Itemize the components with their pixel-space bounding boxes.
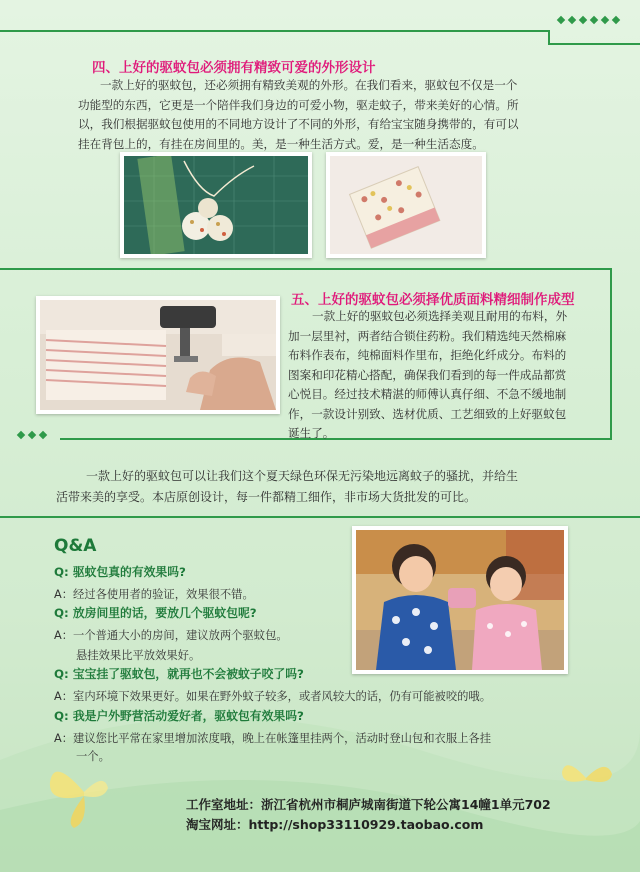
toddlers-illustration xyxy=(356,530,564,670)
section5-line: 布料作表布，纯棉面料作里布，拒绝化纤成分。布料的 xyxy=(288,348,567,362)
section4-heading: 四、上好的驱蚊包必须拥有精致可爱的外形设计 xyxy=(92,60,376,76)
shop-url[interactable]: 淘宝网址：http://shop33110929.taobao.com xyxy=(186,817,484,832)
section5-line: 一款上好的驱蚊包必须选择美观且耐用的布料，外 xyxy=(312,309,568,323)
section4-line: 功能型的东西，它更是一个陪伴我们身边的可爱小物，驱走蚊子，带来美好的心情。所 xyxy=(78,97,519,112)
qa-question: Q: 我是户外野营活动爱好者，驱蚊包有效果吗? xyxy=(54,709,304,723)
summary-line: 活带来美的享受。本店原创设计，每一件都精工细作，非市场大货批发的可比。 xyxy=(56,490,477,504)
section4-line: 以，我们根据驱蚊包使用的不同地方设计了不同的外形，有给宝宝随身携带的，有可以 xyxy=(78,117,519,131)
qa-answer: A：建议您比平常在家里增加浓度哦，晚上在帐篷里挂两个，活动时登山包和衣服上各挂 xyxy=(54,732,492,745)
section5-line: 加一层里衬，两者结合锁住药粉。我们精选纯天然棉麻 xyxy=(288,328,567,343)
butterfly-icon xyxy=(44,752,124,832)
qa-answer: 悬挂效果比平放效果好。 xyxy=(76,649,201,662)
qa-answer: A：经过各使用者的验证，效果很不错。 xyxy=(54,588,254,601)
section5-dots xyxy=(18,432,46,438)
butterfly-icon xyxy=(556,752,616,802)
top-divider-right xyxy=(548,43,640,45)
qa-answer: A：一个普通大小的房间，建议放两个驱蚊包。 xyxy=(54,629,288,642)
qa-answer: 一个。 xyxy=(76,750,110,763)
summary-line: 一款上好的驱蚊包可以让我们这个夏天绿色环保无污染地远离蚊子的骚扰，并给生 xyxy=(86,469,519,483)
section5-heading: 五、上好的驱蚊包必须择优质面料精细制作成型 xyxy=(291,292,575,308)
top-dots xyxy=(558,17,619,23)
pouch-photo-illustration xyxy=(124,156,308,254)
sewing-photo xyxy=(36,296,280,414)
section4-body xyxy=(78,76,598,154)
qa-title: Q&A xyxy=(54,536,97,556)
section5-body xyxy=(288,307,606,444)
section5-line: 图案和印花精心搭配，确保我们看到的每一件成品都赏 xyxy=(288,367,567,382)
section4-line: 一款上好的驱蚊包，还必须拥有精致美观的外形。在我们看来，驱蚊包不仅是一个 xyxy=(100,78,518,92)
qa-question: Q: 驱蚊包真的有效果吗? xyxy=(54,565,186,579)
pouch-photo-cutting-mat xyxy=(120,152,312,258)
qa-divider xyxy=(0,516,640,518)
section5-side-border xyxy=(610,268,612,440)
section5-divider xyxy=(0,268,612,270)
toddlers-photo xyxy=(352,526,568,674)
qa-answer: A：室内环境下效果更好。如果在野外蚊子较多，或者风较大的话，仍有可能被咬的哦。 xyxy=(54,690,492,703)
summary-paragraph xyxy=(56,466,612,508)
pouch-photo-hanging xyxy=(326,152,486,258)
top-divider-tick xyxy=(548,30,550,44)
section5-line: 作，一款设计别致、选材优质、工艺细致的上好驱蚊包 xyxy=(288,406,567,421)
sewing-illustration xyxy=(40,300,276,410)
top-divider xyxy=(0,30,550,32)
qa-question: Q: 放房间里的话，要放几个驱蚊包呢? xyxy=(54,606,257,620)
section5-line: 心悦目。经过技术精湛的师傅认真仔细、不急不缓地制 xyxy=(288,387,567,401)
hanging-pouch-illustration xyxy=(330,156,482,254)
section5-line: 诞生了。 xyxy=(288,426,335,440)
studio-address: 工作室地址：浙江省杭州市桐庐城南街道下轮公寓14幢1单元702 xyxy=(186,797,551,812)
section4-line: 挂在背包上的，有挂在房间里的。美，是一种生活方式。爱，是一种生活态度。 xyxy=(78,136,484,151)
qa-question: Q: 宝宝挂了驱蚊包，就再也不会被蚊子咬了吗? xyxy=(54,667,304,681)
